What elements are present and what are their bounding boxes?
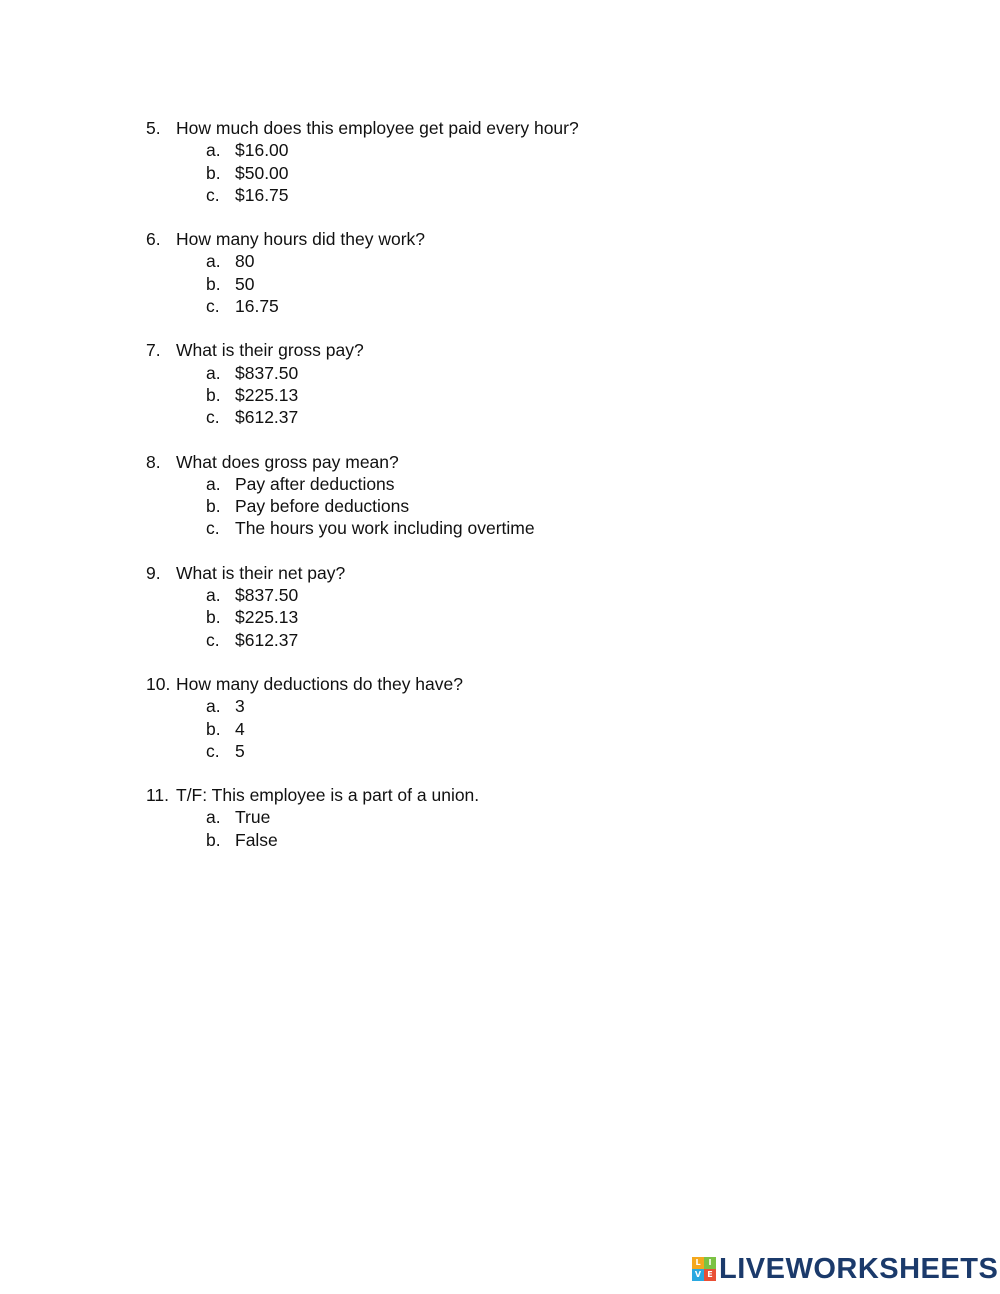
question-number: 10. bbox=[146, 673, 171, 694]
answer-option[interactable] bbox=[0, 517, 1000, 539]
answer-option[interactable] bbox=[0, 495, 1000, 517]
option-text: 3 bbox=[235, 696, 245, 717]
option-letter: a. bbox=[206, 251, 221, 272]
question-text: What is their net pay? bbox=[176, 562, 346, 583]
question-item bbox=[0, 562, 1000, 651]
option-text: $16.00 bbox=[235, 140, 289, 161]
answer-option[interactable] bbox=[0, 740, 1000, 762]
question-text: How much does this employee get paid every hour? bbox=[176, 118, 579, 138]
worksheet bbox=[0, 117, 1000, 873]
option-text: 80 bbox=[235, 251, 255, 272]
question-item bbox=[0, 784, 1000, 851]
answer-option[interactable] bbox=[0, 184, 1000, 206]
option-letter: b. bbox=[206, 496, 221, 517]
option-letter: c. bbox=[206, 518, 220, 539]
option-text: 5 bbox=[235, 740, 245, 761]
option-text: $612.37 bbox=[235, 629, 299, 650]
answer-option[interactable] bbox=[0, 606, 1000, 628]
option-letter: c. bbox=[206, 629, 220, 650]
question-line bbox=[0, 562, 1000, 584]
option-text: Pay after deductions bbox=[235, 473, 395, 494]
option-letter: a. bbox=[206, 585, 221, 606]
answer-option[interactable] bbox=[0, 718, 1000, 740]
question-line bbox=[0, 784, 1000, 806]
option-letter: b. bbox=[206, 607, 221, 628]
question-line bbox=[0, 228, 1000, 250]
question-text: What is their gross pay? bbox=[176, 340, 364, 361]
question-line bbox=[0, 451, 1000, 473]
question-item bbox=[0, 451, 1000, 540]
question-line bbox=[0, 673, 1000, 695]
option-text: $837.50 bbox=[235, 362, 299, 383]
logo-mark-icon bbox=[692, 1257, 716, 1281]
question-line bbox=[0, 117, 1000, 139]
option-letter: b. bbox=[206, 162, 221, 183]
question-number: 5. bbox=[146, 118, 161, 138]
answer-option[interactable] bbox=[0, 139, 1000, 161]
answer-option[interactable] bbox=[0, 695, 1000, 717]
option-letter: b. bbox=[206, 273, 221, 294]
option-text: $612.37 bbox=[235, 407, 299, 428]
option-letter: a. bbox=[206, 473, 221, 494]
question-number: 9. bbox=[146, 562, 161, 583]
answer-option[interactable] bbox=[0, 406, 1000, 428]
option-text: $225.13 bbox=[235, 384, 299, 405]
question-item bbox=[0, 228, 1000, 317]
option-text: True bbox=[235, 807, 271, 828]
option-letter: a. bbox=[206, 140, 221, 161]
option-text: The hours you work including overtime bbox=[235, 518, 535, 539]
answer-option[interactable] bbox=[0, 250, 1000, 272]
question-text: How many deductions do they have? bbox=[176, 673, 463, 694]
option-letter: c. bbox=[206, 184, 220, 205]
option-text: False bbox=[235, 829, 278, 850]
question-text: How many hours did they work? bbox=[176, 229, 425, 250]
option-text: Pay before deductions bbox=[235, 496, 410, 517]
option-text: $837.50 bbox=[235, 585, 299, 606]
option-letter: c. bbox=[206, 740, 220, 761]
option-text: $16.75 bbox=[235, 184, 289, 205]
option-letter: b. bbox=[206, 718, 221, 739]
question-item bbox=[0, 117, 1000, 206]
option-letter: b. bbox=[206, 829, 221, 850]
logo-mark-letter: E bbox=[704, 1269, 716, 1281]
answer-option[interactable] bbox=[0, 362, 1000, 384]
logo-mark-letter: L bbox=[692, 1257, 704, 1269]
liveworksheets-logo bbox=[692, 1254, 998, 1284]
question-number: 7. bbox=[146, 340, 161, 361]
question-item bbox=[0, 339, 1000, 428]
question-number: 8. bbox=[146, 451, 161, 472]
option-letter: b. bbox=[206, 384, 221, 405]
option-text: $50.00 bbox=[235, 162, 289, 183]
answer-option[interactable] bbox=[0, 629, 1000, 651]
option-letter: a. bbox=[206, 807, 221, 828]
option-letter: a. bbox=[206, 696, 221, 717]
question-number: 6. bbox=[146, 229, 161, 250]
question-text: What does gross pay mean? bbox=[176, 451, 399, 472]
answer-option[interactable] bbox=[0, 829, 1000, 851]
option-text: 50 bbox=[235, 273, 255, 294]
logo-mark-letter: I bbox=[704, 1257, 716, 1269]
option-letter: a. bbox=[206, 362, 221, 383]
answer-option[interactable] bbox=[0, 162, 1000, 184]
logo-text: LIVEWORKSHEETS bbox=[719, 1253, 999, 1285]
question-text: T/F: This employee is a part of a union. bbox=[176, 785, 480, 806]
option-text: 16.75 bbox=[235, 296, 279, 317]
answer-option[interactable] bbox=[0, 273, 1000, 295]
question-number: 11. bbox=[146, 785, 170, 806]
logo-mark-letter: V bbox=[692, 1269, 704, 1281]
question-list bbox=[0, 117, 1000, 851]
option-text: $225.13 bbox=[235, 607, 299, 628]
question-line bbox=[0, 339, 1000, 361]
answer-option[interactable] bbox=[0, 584, 1000, 606]
option-text: 4 bbox=[235, 718, 245, 739]
answer-option[interactable] bbox=[0, 295, 1000, 317]
question-item bbox=[0, 673, 1000, 762]
option-letter: c. bbox=[206, 407, 220, 428]
answer-option[interactable] bbox=[0, 473, 1000, 495]
answer-option[interactable] bbox=[0, 384, 1000, 406]
option-letter: c. bbox=[206, 296, 220, 317]
answer-option[interactable] bbox=[0, 806, 1000, 828]
